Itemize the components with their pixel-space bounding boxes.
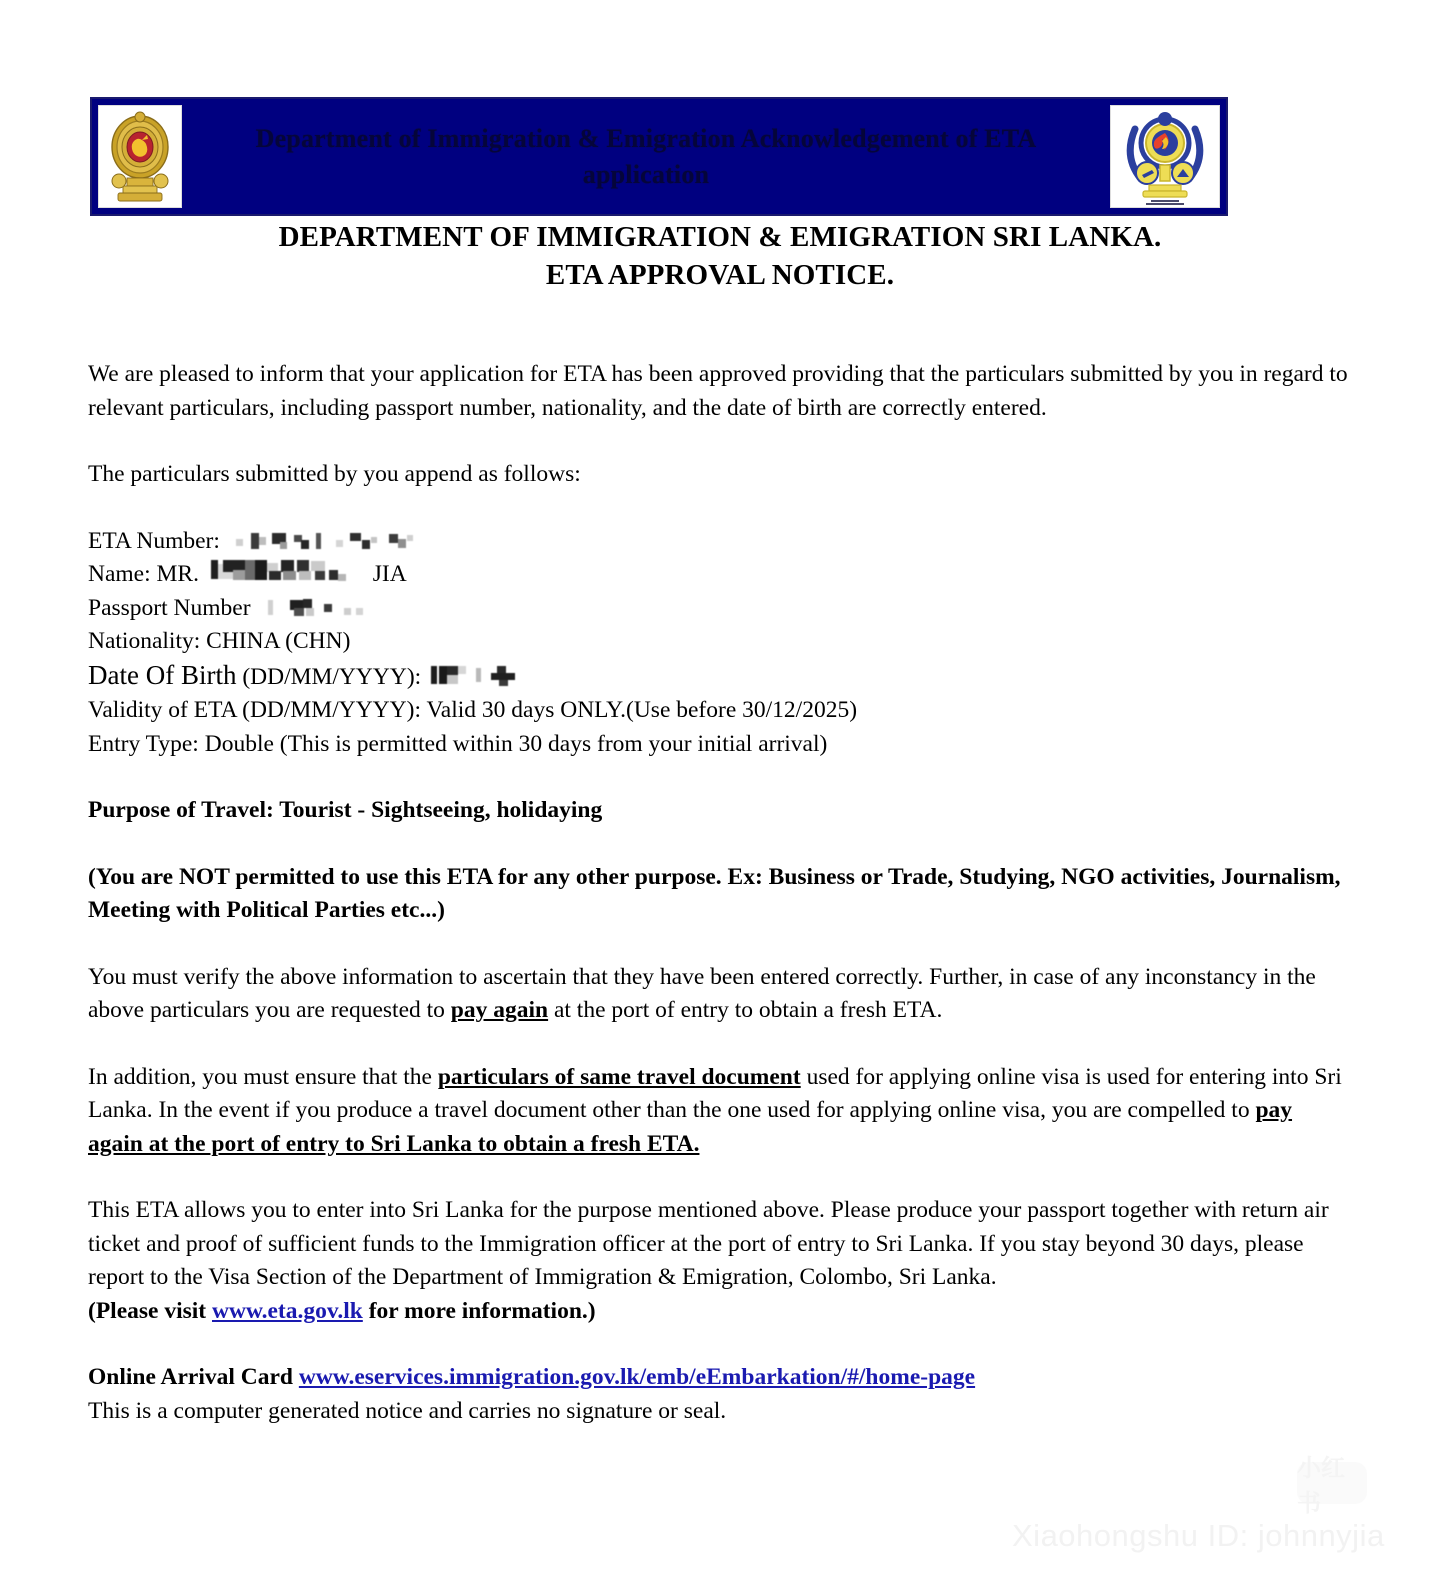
validity-value: Valid 30 days ONLY.(Use before 30/12/2025) xyxy=(426,697,858,723)
validity-label: Validity of ETA (DD/MM/YYYY): xyxy=(88,697,421,723)
pay-again-emphasis: pay again xyxy=(450,997,549,1023)
name-suffix: JIA xyxy=(372,561,407,587)
travel-document-paragraph xyxy=(88,1061,1350,1162)
entry-type-label: Entry Type: xyxy=(88,730,199,757)
eta-gov-lk-link[interactable]: www.eta.gov.lk xyxy=(212,1297,363,1324)
passport-number-row xyxy=(88,592,1350,626)
online-arrival-card-label: Online Arrival Card xyxy=(88,1364,299,1390)
entry-information-paragraph xyxy=(88,1194,1350,1295)
online-arrival-card-line xyxy=(88,1361,1350,1395)
visit-website-line xyxy=(88,1295,1350,1329)
page-title-line1: DEPARTMENT OF IMMIGRATION & EMIGRATION SRI LANKA. xyxy=(278,221,1162,253)
passport-number-label: Passport Number xyxy=(88,594,251,621)
same-travel-document-emphasis: particulars of same travel document xyxy=(437,1063,801,1090)
eta-number-label: ETA Number: xyxy=(88,527,220,554)
passport-number-redacted-value xyxy=(266,598,384,618)
nationality-value: CHINA (CHN) xyxy=(206,628,351,654)
validity-row xyxy=(88,694,1350,728)
nationality-label: Nationality: xyxy=(88,628,201,654)
name-redacted-value xyxy=(211,560,367,584)
banner-title-text: Department of Immigration & Emigration Acknowledgement of ETA application xyxy=(255,124,1037,189)
online-arrival-card-link[interactable]: www.eservices.immigration.gov.lk/emb/eEmbarkation/#/home-page xyxy=(298,1364,976,1390)
particulars-block xyxy=(88,525,1350,762)
entry-type-row xyxy=(88,728,1350,762)
entry-info-text: This ETA allows you to enter into Sri Lanka for the purpose mentioned above. Please produce your passport together with return air ticket and proof of sufficient funds to the Immigration officer at the port of entry to Sri Lanka. If you stay beyond 30 days, please report to the Visa Section of the Department of Immigration & Emigration, Colombo, Sri Lanka. xyxy=(88,1197,1329,1290)
date-of-birth-label: Date Of Birth xyxy=(88,659,237,690)
xiaohongshu-logo-watermark: 小红书 xyxy=(1297,1462,1367,1504)
nationality-row xyxy=(88,625,1350,659)
document-body xyxy=(88,358,1350,1428)
travel-doc-part1: In addition, you must ensure that the xyxy=(88,1063,438,1090)
purpose-restriction-note: (You are NOT permitted to use this ETA for any other purpose. Ex: Business or Trade, Studying, NGO activities, Journalism, Meeting with Political Parties etc...) xyxy=(88,863,1341,923)
travel-doc-part2: used for applying online visa is used for entering into Sri Lanka. In the event if you produce a travel document other than the one used for applying online visa, you are compelled to xyxy=(88,1063,1342,1123)
name-label: Name: MR. xyxy=(88,561,199,587)
header-banner xyxy=(90,97,1228,216)
date-of-birth-row xyxy=(88,659,1350,695)
eta-number-row xyxy=(88,525,1350,559)
intro-paragraph: We are pleased to inform that your application for ETA has been approved providing that the particulars submitted by you in regard to relevant particulars, including passport number, nationality, and the date of birth are correctly entered. xyxy=(88,361,1348,421)
date-of-birth-format-hint: (DD/MM/YYYY): xyxy=(242,663,422,690)
page-title xyxy=(0,218,1440,295)
verify-text-part1: You must verify the above information to ascertain that they have been entered correctly. Further, in case of any inconstancy in the above particulars you are requested to xyxy=(88,963,1316,1023)
purpose-of-travel: Purpose of Travel: Tourist - Sightseeing, holidaying xyxy=(88,797,603,823)
name-row xyxy=(88,558,1350,592)
footer-note: This is a computer generated notice and carries no signature or seal. xyxy=(88,1397,727,1424)
xiaohongshu-id-watermark: Xiaohongshu ID: johnnyjia xyxy=(1012,1518,1385,1553)
verify-information-paragraph xyxy=(88,961,1350,1028)
department-of-immigration-emigration-logo xyxy=(1110,105,1220,208)
sri-lanka-national-emblem xyxy=(98,105,182,208)
visit-prefix: (Please visit xyxy=(88,1297,212,1324)
particulars-lead: The particulars submitted by you append as follows: xyxy=(88,461,581,487)
entry-type-value: Double (This is permitted within 30 days from your initial arrival) xyxy=(204,730,828,757)
date-of-birth-redacted-value xyxy=(431,665,541,687)
pay-again-port-emphasis: pay again at the port of entry to Sri Lanka to obtain a fresh ETA. xyxy=(88,1097,1293,1157)
visit-suffix: for more information.) xyxy=(362,1297,596,1324)
eta-number-redacted-value xyxy=(234,531,420,551)
verify-text-part2: at the port of entry to obtain a fresh ETA. xyxy=(548,997,943,1023)
page-title-line2: ETA APPROVAL NOTICE. xyxy=(545,259,895,292)
banner-title xyxy=(182,99,1110,214)
